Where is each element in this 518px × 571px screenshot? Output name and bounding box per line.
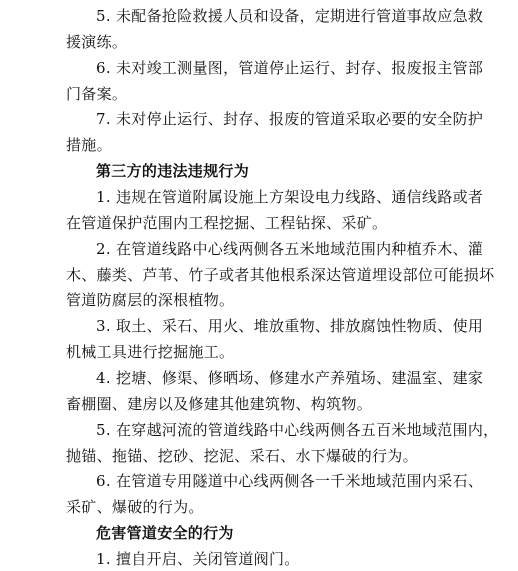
item-5-line-2: 援演练。 [66, 32, 128, 51]
item-6-line-2: 门备案。 [66, 84, 128, 103]
third-item-2-line-3: 管道防腐层的深根植物。 [66, 291, 235, 310]
item-5-line-1: 5. 未配备抢险救援人员和设备，定期进行管道事故应急救 [96, 7, 484, 25]
third-item-1-line-1: 1. 违规在管道附属设施上方架设电力线路、通信线路或者 [96, 188, 484, 206]
third-item-4-line-2: 畜棚圈、建房以及修建其他建筑物、构筑物。 [66, 394, 373, 413]
third-item-6-line-1: 6. 在管道专用隧道中心线两侧各一千米地域范围内采石、 [96, 472, 484, 491]
heading-endanger: 危害管道安全的行为 [96, 524, 234, 543]
third-item-1-line-2: 在管道保护范围内工程挖掘、工程钻探、采矿。 [66, 213, 388, 232]
third-item-5-line-2: 抛锚、拖锚、挖砂、挖泥、采石、水下爆破的行为。 [66, 446, 418, 465]
third-item-4-line-1: 4. 挖塘、修渠、修晒场、修建水产养殖场、建温室、建家 [96, 369, 484, 387]
endanger-item-1: 1. 擅自开启、关闭管道阀门。 [96, 550, 300, 568]
third-item-6-line-2: 采矿、爆破的行为。 [66, 498, 204, 517]
heading-third-party: 第三方的违法违规行为 [96, 162, 250, 181]
third-item-3-line-2: 机械工具进行挖掘施工。 [66, 343, 235, 362]
third-item-3-line-1: 3. 取土、采石、用火、堆放重物、排放腐蚀性物质、使用 [96, 317, 484, 336]
third-item-2-line-2: 木、藤类、芦苇、竹子或者其他根系深达管道埋设部位可能损坏 [66, 265, 495, 284]
third-item-5-line-1: 5. 在穿越河流的管道线路中心线两侧各五百米地域范围内， [96, 420, 499, 439]
item-7-line-2: 措施。 [66, 136, 112, 155]
third-item-2-line-1: 2. 在管道线路中心线两侧各五米地域范围内种植乔木、灌 [96, 239, 484, 258]
item-7-line-1: 7. 未对停止运行、封存、报废的管道采取必要的安全防护 [96, 110, 484, 129]
item-6-line-1: 6. 未对竣工测量图，管道停止运行、封存、报废报主管部 [96, 58, 484, 77]
